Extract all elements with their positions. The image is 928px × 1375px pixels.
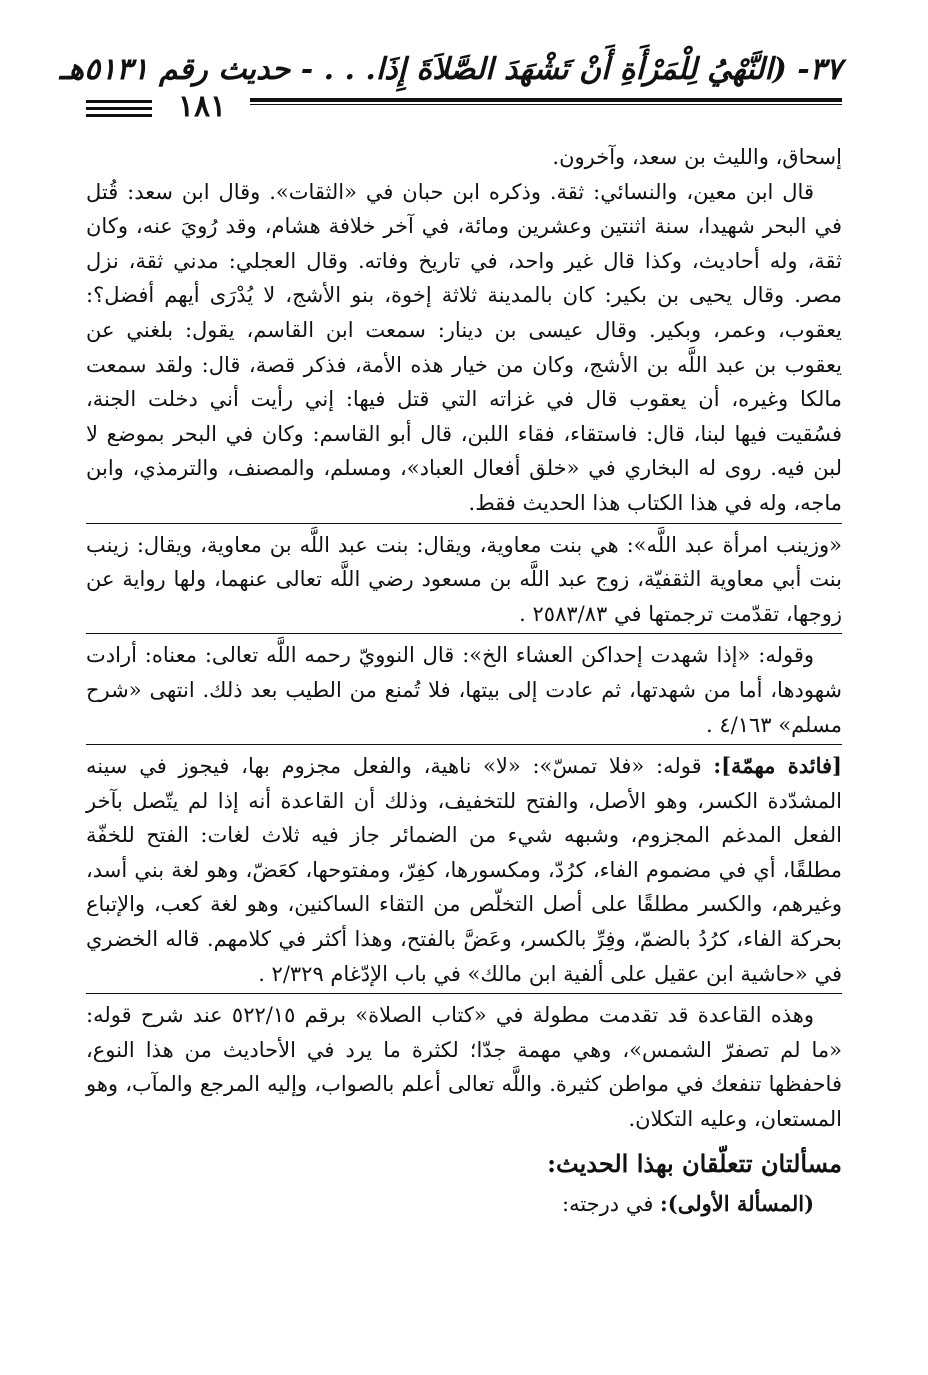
paragraph-zaynab: «وزينب امرأة عبد اللَّه»: هي بنت معاوية، ويقال: بنت عبد اللَّه بن معاوية، ويقال: زينب بنت أبي معاوية الثقفيّة، زوج عبد اللَّه بن مسعود رضي اللَّه تعالى عنهما، ولها رواية عن زوجها، تقدّمت ترجمتها في ٢٥٨٣/٨٣ . <box>86 532 842 626</box>
header-rule <box>250 98 842 102</box>
paragraph-nawawi: وقوله: «إذا شهدت إحداكن العشاء الخ»: قال النوويّ رحمه اللَّه تعالى: معناه: أرادت شهودها، أما من شهدتها، ثم عادت إلى بيتها، فلا تُمنع من الطيب بعد ذلك. انتهى «شرح مسلم» ٤/١٦٣ . <box>86 643 842 737</box>
first-issue-label: (المسألة الأولى): <box>660 1190 814 1216</box>
page-number-rule <box>86 114 152 117</box>
divider <box>86 523 842 524</box>
benefit-label: [فائدة مهمّة]: <box>713 753 842 779</box>
divider <box>86 744 842 745</box>
page-number: ١٨١ <box>177 89 227 124</box>
running-header-title: ٣٧- (النَّهْيُ لِلْمَرْأَةِ أَنْ تَشْهَدَ الصَّلاَةَ إِذَا. . . - حديث رقم ٥١٣١هـ <box>59 52 842 87</box>
page-number-rule <box>86 100 152 103</box>
divider <box>86 993 842 994</box>
header-rule-thin <box>250 104 842 105</box>
first-issue-text: في درجته: <box>562 1191 661 1216</box>
paragraph-biography: قال ابن معين، والنسائي: ثقة. وذكره ابن حبان في «الثقات». وقال ابن سعد: قُتل في البحر شهيدا، سنة اثنتين وعشرين ومائة، في آخر خلافة هشام، وقد رُويَ عنه، وكان ثقة، وله أحاديث، وكذا قال غير واحد، في تاريخ وفاته. وقال العجلي: مدني ثقة، نزل مصر. وقال يحيى بن بكير: كان بالمدينة ثلاثة إخوة، بنو الأشج، لا يُدْرَى أيهم أفضل؟: يعقوب، وعمر، وبكير. وقال عيسى بن دينار: سمعت ابن القاسم، يقول: بلغني عن يعقوب بن عبد اللَّه بن الأشج، وكان من خيار هذه الأمة، فذكر قصة، قال: ولقد سمعت مالكا وغيره، أن يعقوب قال في غزاته التي قتل فيها: إني رأيت أني دخلت الجنة، فسُقيت فيها لبنا، قال: فاستقاء، فقاء اللبن، قال أبو القاسم: وكان في البحر بموضع لا لبن فيه. روى له البخاري في «خلق أفعال العباد»، ومسلم، والمصنف، والترمذي، وابن ماجه، وله في هذا الكتاب هذا الحديث فقط. <box>86 179 842 515</box>
paragraph-benefit <box>86 749 842 991</box>
section-heading: مسألتان تتعلّقان بهذا الحديث: <box>547 1148 842 1178</box>
page-body <box>86 140 842 1221</box>
divider <box>86 633 842 634</box>
page-number-rule <box>86 107 152 110</box>
paragraph-narrators: إسحاق، والليث بن سعد، وآخرون. <box>552 145 842 169</box>
benefit-text: قوله: «فلا تمسّ»: «لا» ناهية، والفعل مجزوم بها، فيجوز في سينه المشدّدة الكسر، وهو الأصل، والفتح للتخفيف، وذلك أن القاعدة أنه إذا لم يتّصل بآخر الفعل المدغم المجزوم، وشبهه شيء من الضمائر جاز فيه ثلاث لغات: الفتح للخفّة مطلقًا، أي في مضموم الفاء، كرُدّ، ومكسورها، كفِرّ، ومفتوحها، كعَضّ، وهو لغة بني أسد، وغيرهم، والكسر مطلقًا على أصل التخلّص من التقاء الساكنين، وهو لغة كعب، والإتباع بحركة الفاء، كرُدُ بالضمّ، وفِرِّ بالكسر، وعَضَّ بالفتح، وهذا أكثر في كلامهم. قاله الخضري في «حاشية ابن عقيل على ألفية ابن مالك» في باب الإدّغام ٢/٣٢٩ . <box>86 754 842 986</box>
first-issue <box>86 1187 842 1222</box>
paragraph-conclusion: وهذه القاعدة قد تقدمت مطولة في «كتاب الصلاة» برقم ٥٢٢/١٥ عند شرح قوله: «ما لم تصفرّ الشمس»، وهي مهمة جدّا؛ لكثرة ما يرد في الأحاديث من هذا النوع، فاحفظها تنفعك في مواطن كثيرة. واللَّه تعالى أعلم بالصواب، وإليه المرجع والمآب، وهو المستعان، وعليه التكلان. <box>86 1003 842 1132</box>
